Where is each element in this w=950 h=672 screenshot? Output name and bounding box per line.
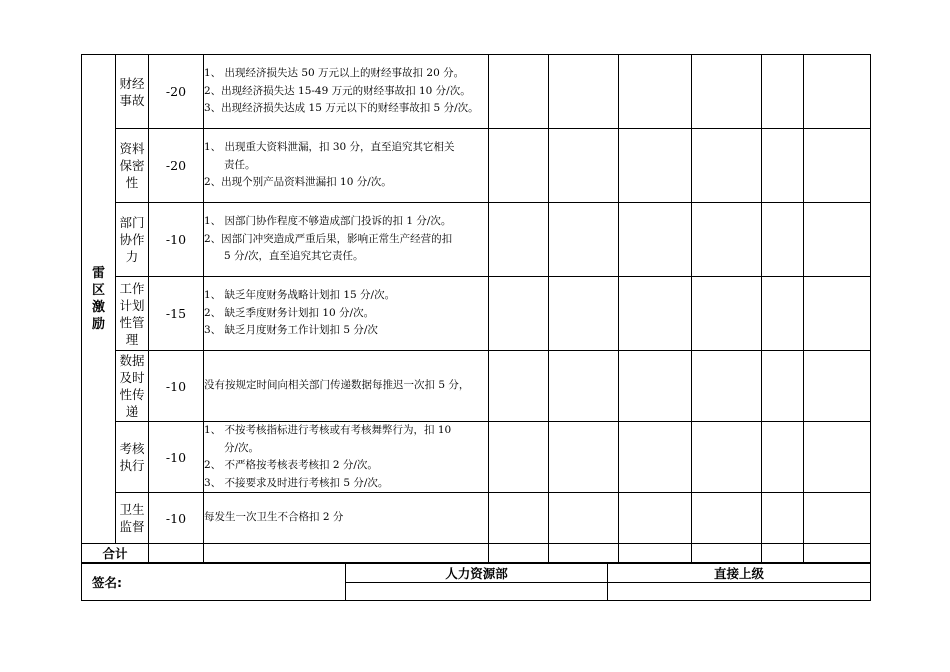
- item-row: [82, 351, 871, 422]
- item-name-cell: [116, 493, 149, 544]
- score-entry-cell[interactable]: [692, 203, 762, 277]
- score-entry-cell[interactable]: [804, 277, 871, 351]
- score-entry-cell[interactable]: [804, 55, 871, 129]
- score-entry-cell[interactable]: [619, 129, 692, 203]
- rule-line: 1、 因部门协作程度不够造成部门投诉的扣 1 分/次。: [204, 215, 452, 228]
- score-entry-cell[interactable]: [489, 351, 549, 422]
- item-rules: [204, 129, 489, 203]
- item-row: [82, 129, 871, 203]
- signature-table: [81, 563, 871, 601]
- item-name: 卫生监督: [119, 502, 145, 534]
- total-entry-cell[interactable]: [549, 544, 619, 563]
- rule-line: 2、因部门冲突造成严重后果，影响正常生产经营的扣: [204, 232, 453, 245]
- item-score: -20: [149, 55, 204, 129]
- assessment-sheet: [81, 54, 870, 599]
- score-entry-cell[interactable]: [489, 277, 549, 351]
- category-cell: [82, 55, 116, 544]
- score-entry-cell[interactable]: [762, 277, 804, 351]
- item-rules: [204, 351, 489, 422]
- item-rules: [204, 493, 489, 544]
- hr-department-header: 人力资源部: [346, 564, 608, 583]
- score-entry-cell[interactable]: [804, 422, 871, 493]
- rule-line: 责任。: [224, 158, 256, 171]
- item-score: -10: [149, 351, 204, 422]
- score-entry-cell[interactable]: [619, 493, 692, 544]
- rule-line: 没有按规定时间向相关部门传递数据每推迟一次扣 5 分，: [204, 379, 470, 392]
- item-name-cell: [116, 203, 149, 277]
- total-entry-cell[interactable]: [762, 544, 804, 563]
- item-rules: [204, 55, 489, 129]
- assessment-table: [81, 54, 871, 563]
- score-entry-cell[interactable]: [762, 493, 804, 544]
- item-name: 数据及时性传递: [119, 353, 145, 419]
- direct-supervisor-header: 直接上级: [608, 564, 871, 583]
- score-entry-cell[interactable]: [489, 55, 549, 129]
- score-entry-cell[interactable]: [549, 129, 619, 203]
- score-entry-cell[interactable]: [549, 351, 619, 422]
- hr-signature-cell[interactable]: [346, 583, 608, 601]
- rule-line: 3、出现经济损失达成 15 万元以下的财经事故扣 5 分/次。: [204, 102, 479, 115]
- score-entry-cell[interactable]: [762, 351, 804, 422]
- score-entry-cell[interactable]: [762, 422, 804, 493]
- score-entry-cell[interactable]: [619, 203, 692, 277]
- score-entry-cell[interactable]: [692, 129, 762, 203]
- item-row: [82, 203, 871, 277]
- score-entry-cell[interactable]: [619, 55, 692, 129]
- score-entry-cell[interactable]: [804, 351, 871, 422]
- score-entry-cell[interactable]: [619, 422, 692, 493]
- score-entry-cell[interactable]: [692, 55, 762, 129]
- supervisor-signature-cell[interactable]: [608, 583, 871, 601]
- score-entry-cell[interactable]: [549, 277, 619, 351]
- rule-line: 1、 出现经济损失达 50 万元以上的财经事故扣 20 分。: [204, 67, 465, 80]
- category-label: 雷区激励: [91, 266, 105, 332]
- total-row: [82, 544, 871, 563]
- rule-line: 2、 缺乏季度财务计划扣 10 分/次。: [204, 306, 375, 319]
- item-name: 财经事故: [119, 75, 145, 108]
- total-entry-cell[interactable]: [489, 544, 549, 563]
- item-name: 资料保密性: [119, 141, 145, 190]
- rule-line: 1、 出现重大资料泄漏，扣 30 分，直至追究其它相关: [204, 141, 455, 154]
- score-entry-cell[interactable]: [692, 277, 762, 351]
- item-score: -20: [149, 129, 204, 203]
- score-entry-cell[interactable]: [549, 422, 619, 493]
- rule-line: 3、 缺乏月度财务工作计划扣 5 分/次: [204, 324, 378, 337]
- item-name-cell: [116, 55, 149, 129]
- score-entry-cell[interactable]: [549, 203, 619, 277]
- item-score: -10: [149, 493, 204, 544]
- item-row: [82, 277, 871, 351]
- total-entry-cell[interactable]: [204, 544, 489, 563]
- total-entry-cell[interactable]: [619, 544, 692, 563]
- total-label: 合计: [82, 544, 149, 563]
- item-score: -10: [149, 203, 204, 277]
- score-entry-cell[interactable]: [489, 203, 549, 277]
- score-entry-cell[interactable]: [804, 129, 871, 203]
- item-row: [82, 422, 871, 493]
- score-entry-cell[interactable]: [489, 422, 549, 493]
- item-name: 考核执行: [119, 441, 145, 473]
- item-rules: [204, 203, 489, 277]
- item-name-cell: [116, 351, 149, 422]
- item-score: -15: [149, 277, 204, 351]
- score-entry-cell[interactable]: [762, 203, 804, 277]
- total-entry-cell[interactable]: [149, 544, 204, 563]
- score-entry-cell[interactable]: [762, 55, 804, 129]
- rule-line: 2、出现个别产品资料泄漏扣 10 分/次。: [204, 176, 392, 189]
- rule-line: 5 分/次，直至追究其它责任。: [224, 250, 364, 263]
- rule-line: 1、 缺乏年度财务战略计划扣 15 分/次。: [204, 289, 396, 302]
- rule-line: 每发生一次卫生不合格扣 2 分: [204, 511, 344, 524]
- score-entry-cell[interactable]: [549, 55, 619, 129]
- item-rules: [204, 422, 489, 493]
- score-entry-cell[interactable]: [619, 277, 692, 351]
- score-entry-cell[interactable]: [692, 351, 762, 422]
- rule-line: 2、出现经济损失达 15-49 万元的财经事故扣 10 分/次。: [204, 84, 471, 97]
- score-entry-cell[interactable]: [692, 422, 762, 493]
- score-entry-cell[interactable]: [762, 129, 804, 203]
- signature-label: 签名:: [82, 564, 346, 601]
- item-name-cell: [116, 422, 149, 493]
- item-rules: [204, 277, 489, 351]
- score-entry-cell[interactable]: [489, 493, 549, 544]
- rule-line: 3、 不接要求及时进行考核扣 5 分/次。: [204, 476, 389, 489]
- score-entry-cell[interactable]: [692, 493, 762, 544]
- rule-line: 分/次。: [224, 441, 260, 454]
- item-name: 工作计划性管理: [119, 280, 145, 347]
- item-name-cell: [116, 129, 149, 203]
- item-score: -10: [149, 422, 204, 493]
- rule-line: 1、 不按考核指标进行考核或有考核舞弊行为，扣 10: [204, 424, 452, 436]
- item-row: [82, 55, 871, 129]
- score-entry-cell[interactable]: [489, 129, 549, 203]
- score-entry-cell[interactable]: [549, 493, 619, 544]
- score-entry-cell[interactable]: [804, 493, 871, 544]
- score-entry-cell[interactable]: [804, 203, 871, 277]
- total-entry-cell[interactable]: [692, 544, 762, 563]
- item-name-cell: [116, 277, 149, 351]
- score-entry-cell[interactable]: [619, 351, 692, 422]
- item-row: [82, 493, 871, 544]
- item-name: 部门协作力: [119, 215, 145, 264]
- total-entry-cell[interactable]: [804, 544, 871, 563]
- rule-line: 2、 不严格按考核表考核扣 2 分/次。: [204, 459, 378, 471]
